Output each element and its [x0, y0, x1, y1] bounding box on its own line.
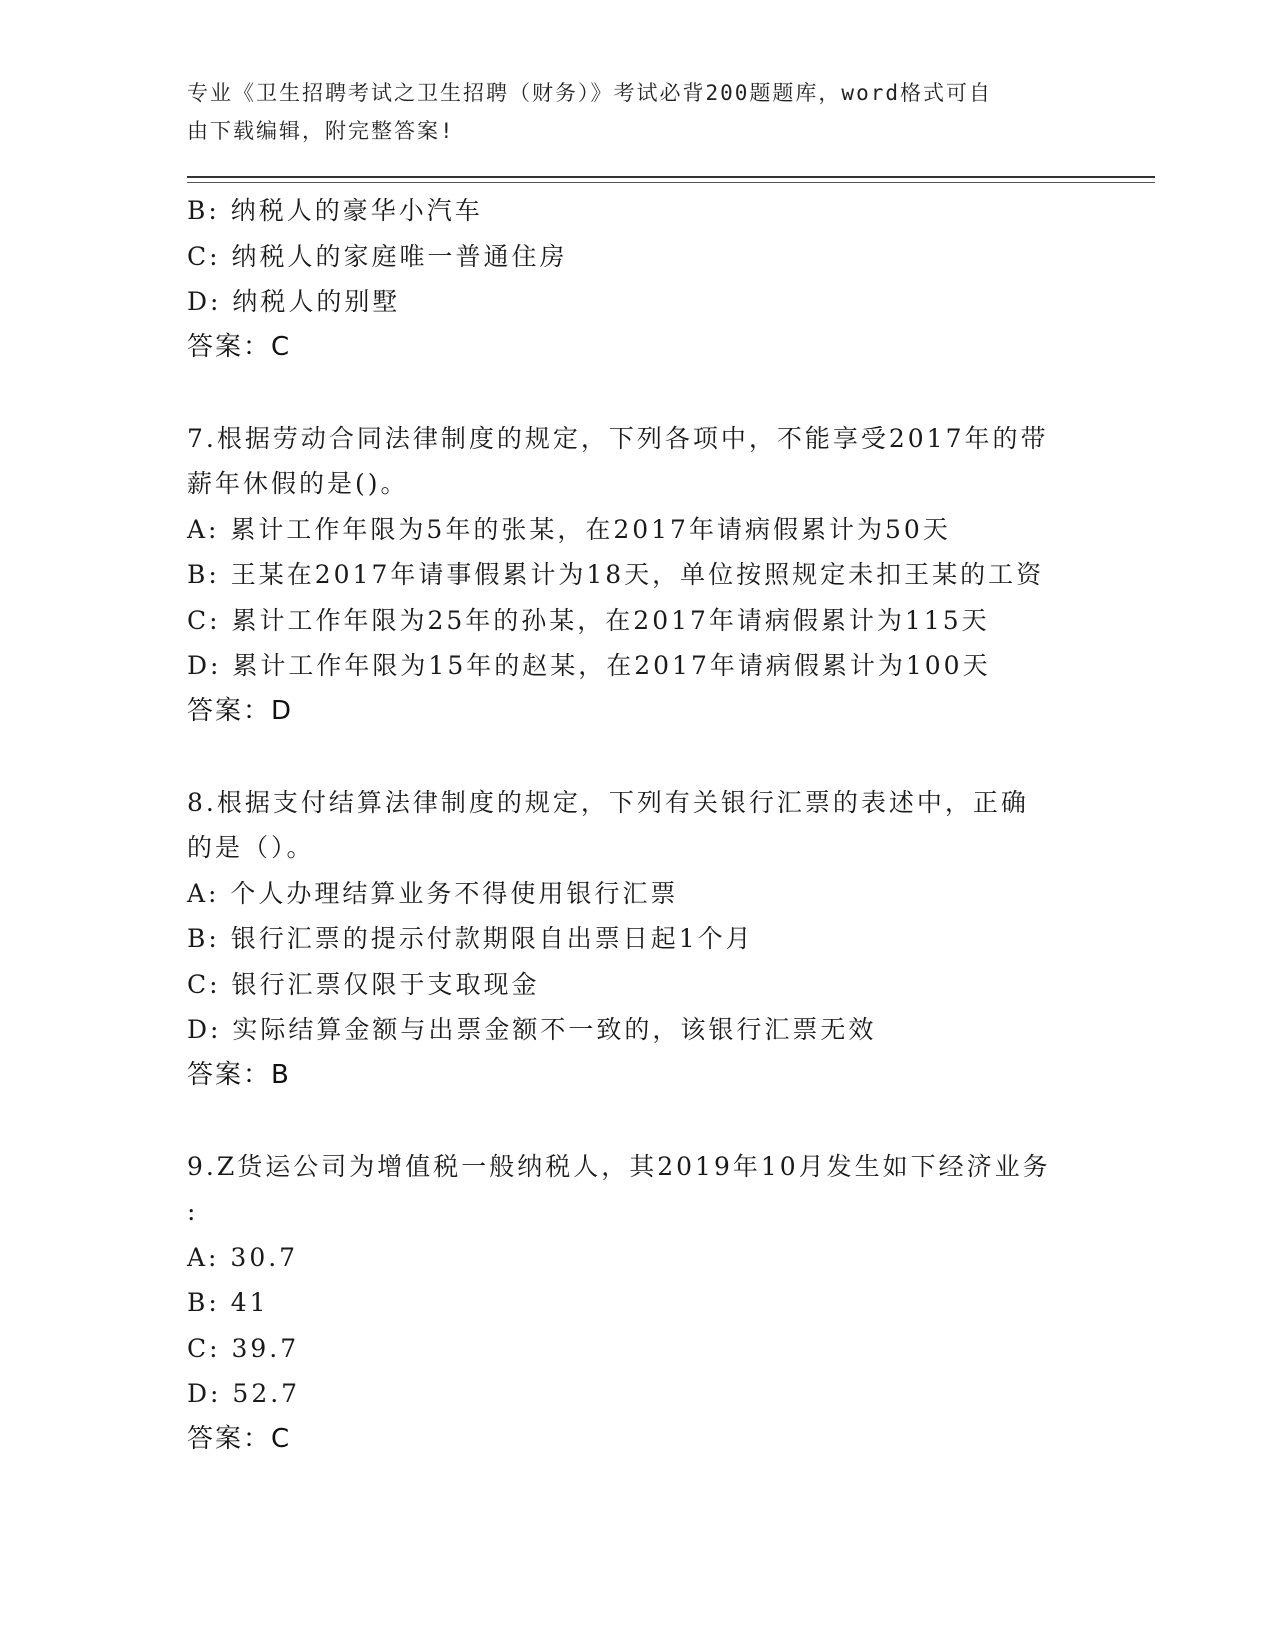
header-title-line-2: 由下载编辑，附完整答案!	[187, 119, 455, 143]
answer-line: 答案：C	[187, 331, 292, 362]
question-block-8	[187, 780, 1087, 1099]
question-list	[187, 188, 1087, 1462]
document-header	[187, 74, 1067, 150]
answer-line: 答案：C	[187, 1423, 292, 1454]
option-b: B: 纳税人的豪华小汽车	[187, 196, 483, 225]
option-d: D: 52.7	[187, 1379, 301, 1408]
option-c: C: 银行汇票仅限于支取现金	[187, 969, 540, 999]
question-stem-line-2: :	[187, 1197, 199, 1226]
option-d: D: 纳税人的别墅	[187, 287, 401, 316]
question-stem-line-1: 9.Z货运公司为增值税一般纳税人，其2019年10月发生如下经济业务	[187, 1151, 1051, 1181]
spacer	[187, 370, 1087, 416]
answer-line: 答案：B	[187, 1059, 291, 1090]
option-c: C: 纳税人的家庭唯一普通住房	[187, 241, 568, 271]
answer-line: 答案：D	[187, 695, 294, 726]
question-stem-line-1: 8.根据支付结算法律制度的规定，下列有关银行汇票的表述中，正确	[187, 787, 1029, 817]
spacer	[187, 1098, 1087, 1144]
option-c: C: 39.7	[187, 1333, 300, 1363]
option-b: B: 银行汇票的提示付款期限自出票日起1个月	[187, 924, 754, 953]
option-a: A: 累计工作年限为5年的张某，在2017年请病假累计为50天	[187, 514, 951, 544]
question-stem-line-2: 的是（）。	[187, 833, 315, 862]
question-block-6	[187, 188, 1087, 370]
header-divider-thin	[187, 182, 1155, 183]
option-c: C: 累计工作年限为25年的孙某，在2017年请病假累计为115天	[187, 605, 990, 635]
option-b: B: 41	[187, 1288, 269, 1317]
question-stem-line-1: 7.根据劳动合同法律制度的规定，下列各项中，不能享受2017年的带	[187, 423, 1049, 453]
question-stem-line-2: 薪年休假的是()。	[187, 469, 409, 498]
option-b: B: 王某在2017年请事假累计为18天，单位按照规定未扣王某的工资	[187, 560, 1045, 589]
option-d: D: 实际结算金额与出票金额不一致的，该银行汇票无效	[187, 1015, 877, 1044]
option-a: A: 30.7	[187, 1242, 299, 1272]
spacer	[187, 734, 1087, 780]
option-d: D: 累计工作年限为15年的赵某，在2017年请病假累计为100天	[187, 651, 991, 680]
question-block-7	[187, 416, 1087, 735]
header-divider-thick	[187, 176, 1155, 178]
option-a: A: 个人办理结算业务不得使用银行汇票	[187, 878, 679, 908]
question-block-9	[187, 1144, 1087, 1463]
header-title-line-1: 专业《卫生招聘考试之卫生招聘（财务）》考试必背200题题库，word格式可自	[187, 81, 992, 105]
